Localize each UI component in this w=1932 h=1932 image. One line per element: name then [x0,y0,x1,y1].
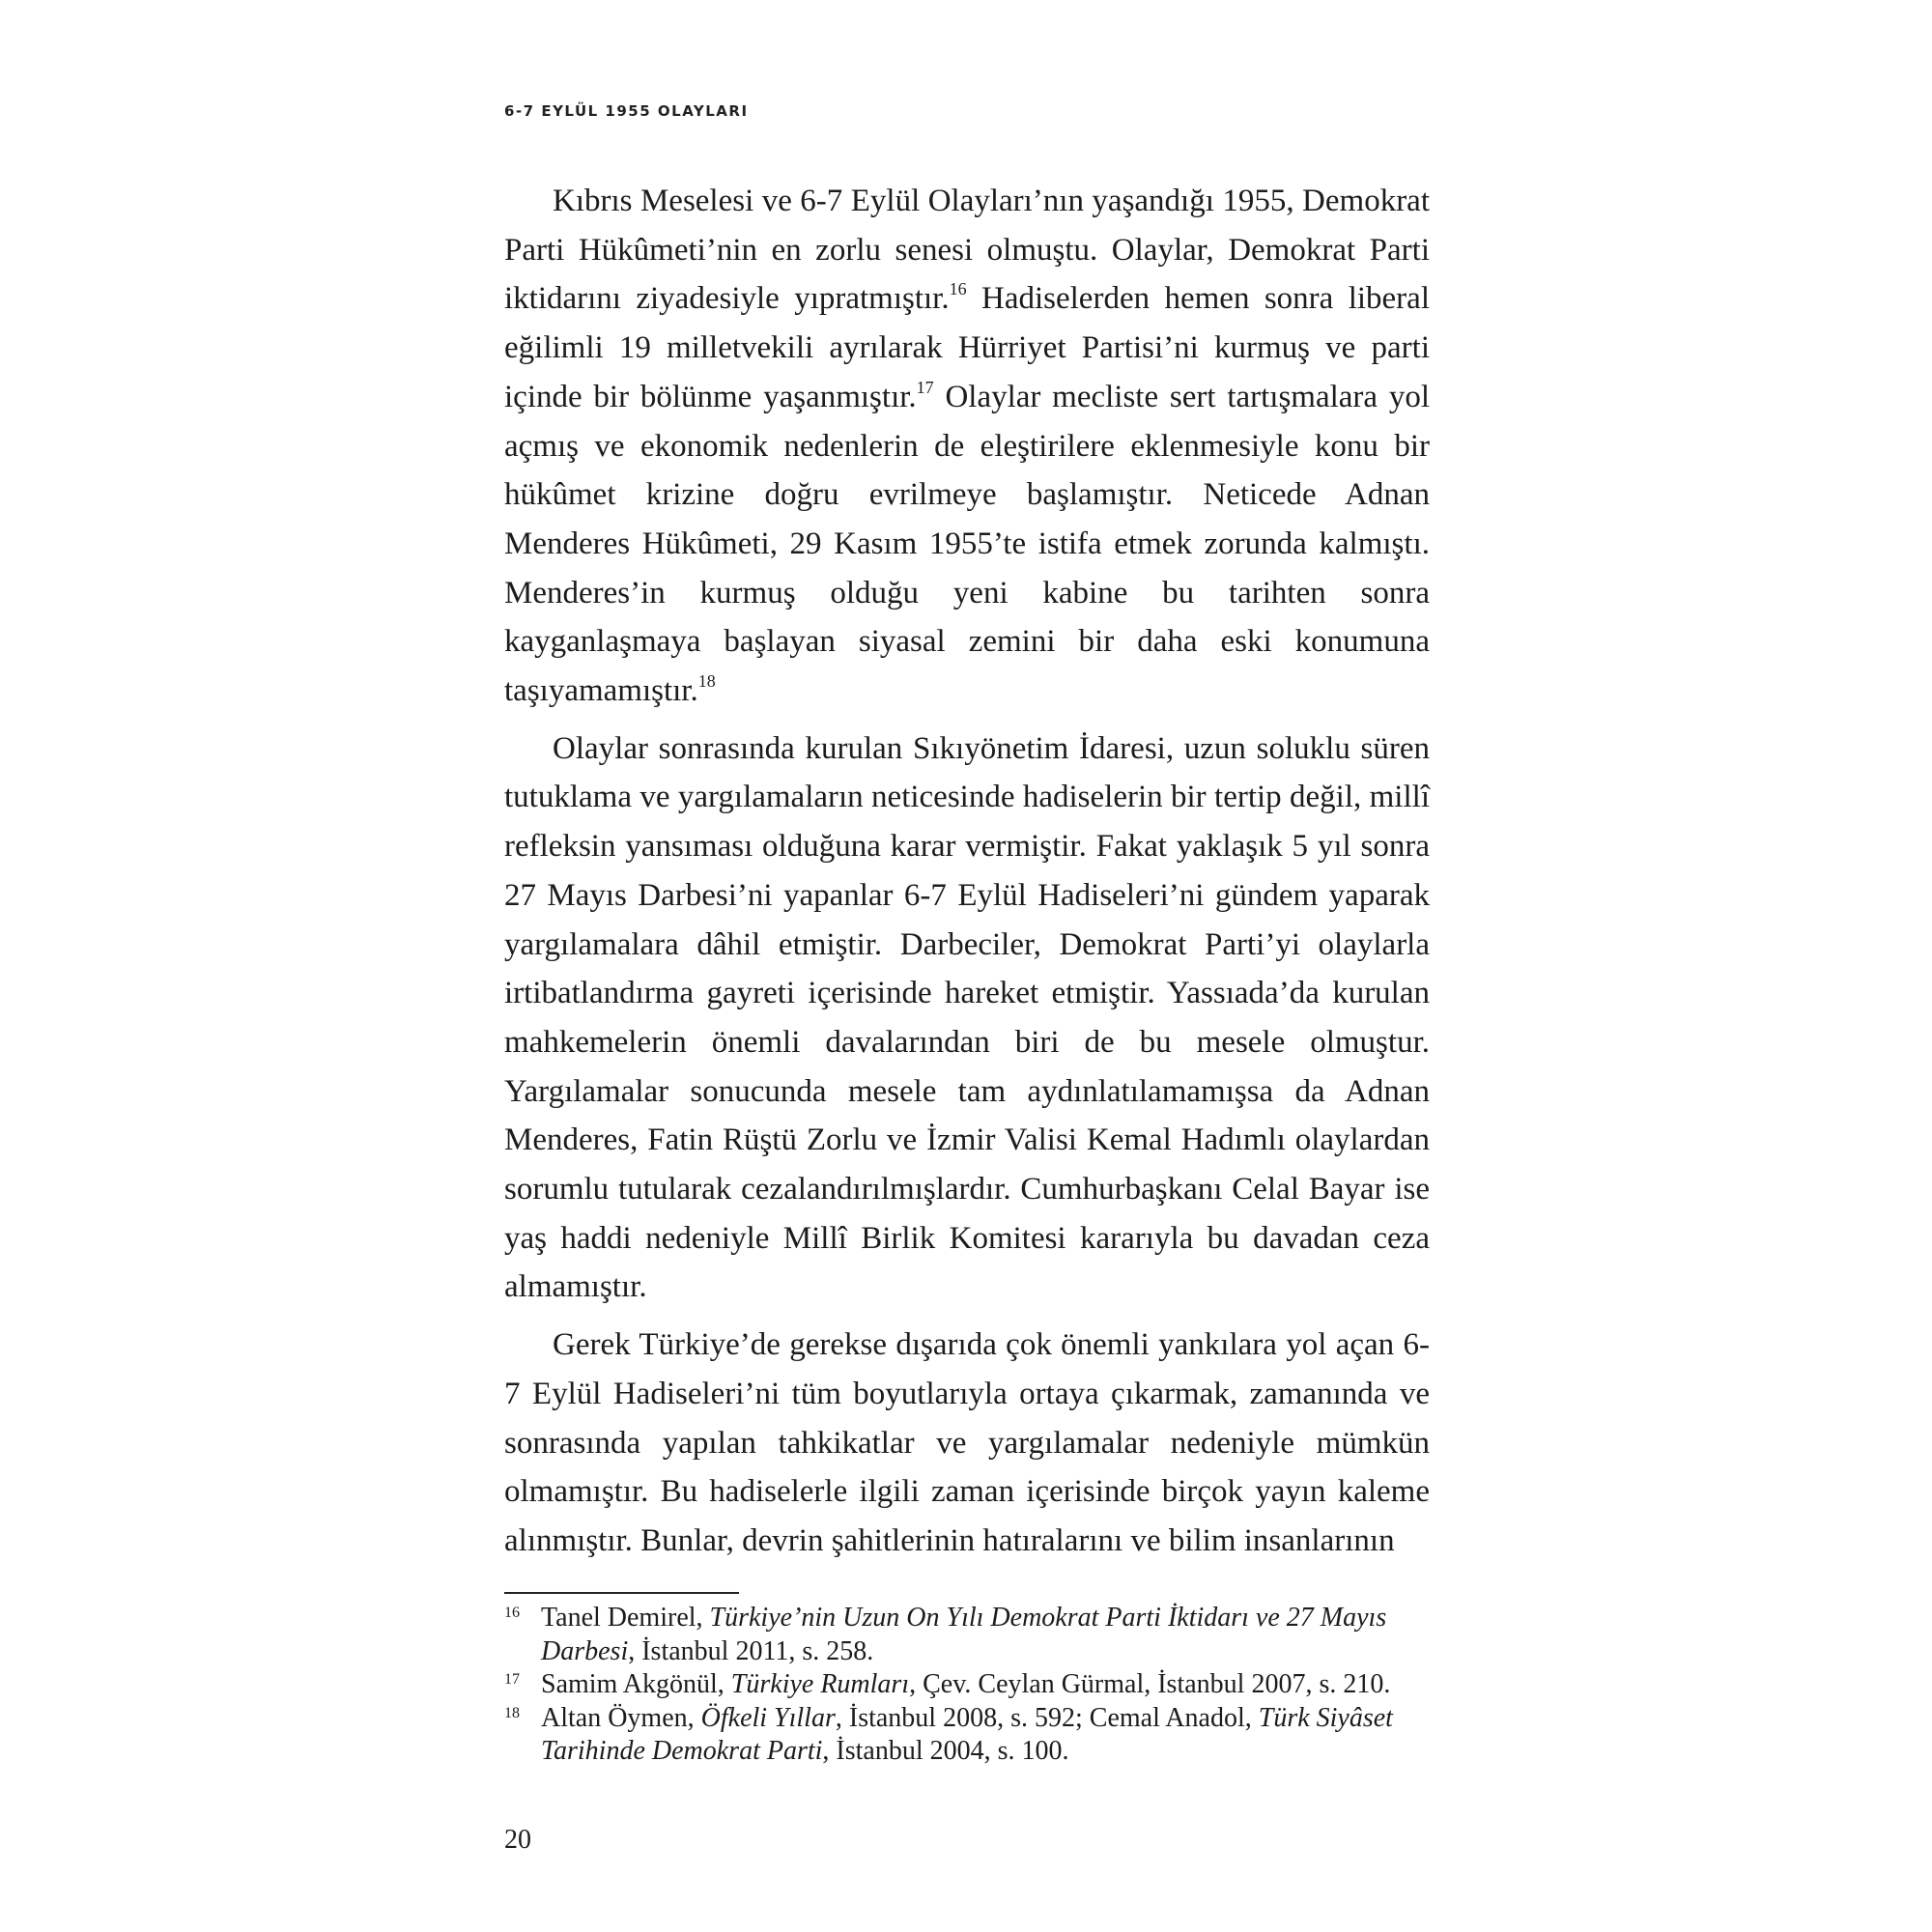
footnote-details: , İstanbul 2011, s. 258. [628,1635,874,1666]
footnote-title: Türk Siyâset Tarihinde Demokrat Parti [541,1702,1393,1766]
footnote-author: Cemal Anadol, [1089,1702,1259,1733]
footnote-title: Türkiye’nin Uzun On Yılı Demokrat Parti İktidarı ve 27 Mayıs Darbesi [541,1603,1387,1666]
running-head: 6-7 EYLÜL 1955 OLAYLARI [504,102,749,120]
body-text [504,177,1430,1575]
footnote-17 [504,1668,1430,1702]
footnote-author: Samim Akgönül, [541,1669,731,1699]
footnote-author: Tanel Demirel, [541,1603,710,1633]
page-number: 20 [504,1825,531,1855]
paragraph-text: Hadiselerden hemen sonra liberal eğilimli 19 milletvekili ayrılarak Hürriyet Partisi’ni kurmuş ve parti içinde bir bölünme yaşanmıştır. [504,281,1430,414]
footnote-details: , Çev. Ceylan Gürmal, İstanbul 2007, s. 210. [909,1669,1391,1699]
paragraph-3: Gerek Türkiye’de gerekse dışarıda çok önemli yankılara yol açan 6-7 Eylül Hadiseleri’ni tüm boyutlarıyla ortaya çıkarmak, zamanında ve sonrasında yapılan tahkikatlar ve yargılamalar nedeniyle mümkün olmamıştır. Bu hadiselerle ilgili zaman içerisinde birçok yayın kaleme alınmıştır. Bunlar, devrin şahitlerinin hatıralarını ve bilim insanlarının [504,1327,1430,1558]
footnote-number: 17 [504,1671,520,1688]
footnote-number: 16 [504,1605,520,1621]
footnote-details: , İstanbul 2004, s. 100. [822,1736,1069,1766]
footnote-details: , İstanbul 2008, s. 592; [835,1702,1090,1733]
footnote-number: 18 [504,1704,520,1721]
footnote-ref-18[interactable]: 18 [697,671,716,692]
footnote-18 [504,1702,1430,1769]
footnote-author: Altan Öymen, [541,1702,701,1733]
paragraph-text: Olaylar mecliste sert tartışmalara yol açmış ve ekonomik nedenlerin de eleştirilere eklenmesiyle konu bir hükûmet krizine doğru evrilmeye başlamıştır. Neticede Adnan Menderes Hükûmeti, 29 Kasım 1955’te istifa etmek zorunda kalmıştı. Menderes’in kurmuş olduğu yeni kabine bu tarihten sonra kayganlaşmaya başlayan siyasal zemini bir daha eski konumuna taşıyamamıştır. [504,379,1431,709]
footnote-title: Türkiye Rumları [730,1669,910,1699]
paragraph-2: Olaylar sonrasında kurulan Sıkıyönetim İdaresi, uzun soluklu süren tutuklama ve yargılamaların neticesinde hadiselerin bir tertip değil, millî refleksin yansıması olduğuna karar vermiştir. Fakat yaklaşık 5 yıl sonra 27 Mayıs Darbesi’ni yapanlar 6-7 Eylül Hadiseleri’ni gündem yaparak yargılamalara dâhil etmiştir. Darbeciler, Demokrat Parti’yi olaylarla irtibatlandırma gayreti içerisinde hareket etmiştir. Yassıada’da kurulan mahkemelerin önemli davalarından biri de bu mesele olmuştur. Yargılamalar sonucunda mesele tam aydınlatılamamışsa da Adnan Menderes, Fatin Rüştü Zorlu ve İzmir Valisi Kemal Hadımlı olaylardan sorumlu tutularak cezalandırılmışlardır. Cumhurbaşkanı Celal Bayar ise yaş haddi nedeniyle Millî Birlik Komitesi kararıyla bu davadan ceza almamıştır. [504,730,1430,1305]
footnote-16 [504,1602,1430,1668]
footnote-ref-17[interactable]: 17 [916,377,934,397]
paragraph-1 [504,177,1430,716]
footnote-divider [504,1592,739,1594]
footnotes [504,1602,1430,1769]
footnote-ref-16[interactable]: 16 [949,279,967,299]
paragraph-text: Kıbrıs Meselesi ve 6-7 Eylül Olayları’nın yaşandığı 1955, Demokrat Parti Hükûmeti’nin en zorlu senesi olmuştu. Olaylar, Demokrat Parti iktidarını ziyadesiyle yıpratmıştır. [504,184,1430,317]
footnote-title: Öfkeli Yıllar [700,1702,836,1733]
